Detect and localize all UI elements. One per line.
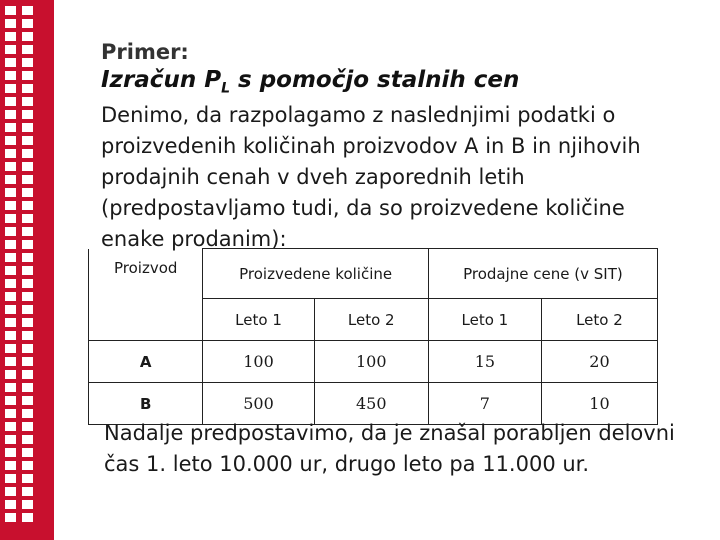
sidebar-square — [22, 461, 33, 470]
sidebar-square — [22, 84, 33, 93]
sidebar-square — [22, 97, 33, 106]
sidebar-square — [5, 448, 16, 457]
sidebar-square — [5, 344, 16, 353]
sidebar-square — [22, 357, 33, 366]
sidebar-square — [22, 6, 33, 15]
sidebar-square — [5, 409, 16, 418]
header-quantities: Proizvedene količine — [203, 249, 428, 299]
sidebar-square — [22, 227, 33, 236]
sidebar-square — [5, 318, 16, 327]
sidebar-square — [5, 175, 16, 184]
product-cell: B — [89, 383, 203, 425]
sidebar-square — [5, 266, 16, 275]
sidebar-square — [5, 45, 16, 54]
sidebar-square — [22, 279, 33, 288]
value-cell: 15 — [428, 341, 541, 383]
value-cell: 7 — [428, 383, 541, 425]
sidebar-square — [22, 253, 33, 262]
sidebar-square — [5, 396, 16, 405]
sidebar-square — [5, 19, 16, 28]
sidebar-square — [22, 435, 33, 444]
sidebar-square — [5, 500, 16, 509]
sidebar-square — [5, 474, 16, 483]
sidebar-square — [5, 162, 16, 171]
sidebar-square — [5, 383, 16, 392]
sidebar-square — [5, 6, 16, 15]
sidebar-square — [22, 162, 33, 171]
slide-content — [101, 40, 701, 255]
sidebar-square — [5, 331, 16, 340]
table-header-row — [89, 249, 658, 299]
value-cell: 450 — [314, 383, 428, 425]
sidebar-square — [5, 149, 16, 158]
sidebar-square — [22, 188, 33, 197]
sidebar-square — [22, 149, 33, 158]
sidebar-square — [22, 58, 33, 67]
sidebar-square — [5, 435, 16, 444]
value-cell: 100 — [203, 341, 314, 383]
sidebar-square — [22, 175, 33, 184]
sidebar-square — [22, 396, 33, 405]
sidebar-square — [5, 513, 16, 522]
sidebar-square — [22, 201, 33, 210]
sidebar-square — [22, 422, 33, 431]
header-year: Leto 2 — [541, 299, 657, 341]
outro-paragraph: Nadalje predpostavimo, da je znašal porabljen delovni čas 1. leto 10.000 ur, drugo leto pa 11.000 ur. — [104, 421, 675, 476]
sidebar-square — [5, 123, 16, 132]
sidebar-square — [5, 292, 16, 301]
sidebar-square — [5, 422, 16, 431]
header-prices: Prodajne cene (v SIT) — [428, 249, 657, 299]
header-empty-cell — [89, 299, 203, 341]
sidebar-square — [22, 110, 33, 119]
sidebar-square — [22, 71, 33, 80]
sidebar-square — [22, 305, 33, 314]
sidebar-squares-left — [5, 6, 16, 526]
sidebar-square — [22, 19, 33, 28]
sidebar-square — [5, 214, 16, 223]
title-subscript: L — [221, 80, 230, 97]
sidebar-square — [5, 357, 16, 366]
header-year: Leto 2 — [314, 299, 428, 341]
sidebar-square — [5, 32, 16, 41]
sidebar-square — [5, 188, 16, 197]
example-label: Primer: — [101, 40, 189, 64]
header-product: Proizvod — [89, 249, 203, 299]
sidebar-square — [22, 214, 33, 223]
sidebar-square — [22, 500, 33, 509]
sidebar-square — [22, 32, 33, 41]
sidebar-square — [22, 370, 33, 379]
sidebar-square — [22, 513, 33, 522]
sidebar-square — [22, 448, 33, 457]
data-table — [88, 248, 658, 425]
sidebar-square — [5, 71, 16, 80]
sidebar-square — [22, 266, 33, 275]
sidebar-square — [22, 487, 33, 496]
sidebar-square — [22, 136, 33, 145]
sidebar-square — [5, 97, 16, 106]
value-cell: 20 — [541, 341, 657, 383]
table-row — [89, 341, 658, 383]
sidebar-square — [22, 45, 33, 54]
sidebar-square — [5, 487, 16, 496]
sidebar-square — [5, 305, 16, 314]
sidebar-square — [5, 227, 16, 236]
sidebar-square — [22, 383, 33, 392]
sidebar-squares-right — [22, 6, 33, 526]
sidebar-square — [22, 474, 33, 483]
sidebar-square — [5, 110, 16, 119]
value-cell: 100 — [314, 341, 428, 383]
header-year: Leto 1 — [203, 299, 314, 341]
sidebar-square — [22, 331, 33, 340]
sidebar-square — [22, 409, 33, 418]
table-subheader-row — [89, 299, 658, 341]
header-year: Leto 1 — [428, 299, 541, 341]
title-prefix: Izračun P — [101, 67, 222, 93]
sidebar-square — [5, 461, 16, 470]
value-cell: 10 — [541, 383, 657, 425]
product-cell: A — [89, 341, 203, 383]
sidebar-square — [5, 136, 16, 145]
sidebar-square — [5, 253, 16, 262]
sidebar-square — [5, 279, 16, 288]
sidebar-square — [5, 201, 16, 210]
slide-title — [101, 67, 701, 97]
decorative-sidebar — [0, 0, 54, 540]
sidebar-square — [22, 123, 33, 132]
sidebar-square — [22, 292, 33, 301]
value-cell: 500 — [203, 383, 314, 425]
sidebar-square — [5, 58, 16, 67]
sidebar-square — [5, 84, 16, 93]
sidebar-square — [5, 370, 16, 379]
sidebar-square — [5, 240, 16, 249]
intro-paragraph: Denimo, da razpolagamo z naslednjimi podatki o proizvedenih količinah proizvodov A in B in njihovih prodajnih cenah v dveh zaporednih letih (predpostavljamo tudi, da so proizvedene količine enake prodanim): — [101, 102, 641, 251]
sidebar-square — [22, 344, 33, 353]
sidebar-square — [22, 318, 33, 327]
title-suffix: s pomočjo stalnih cen — [229, 67, 520, 93]
sidebar-square — [22, 240, 33, 249]
